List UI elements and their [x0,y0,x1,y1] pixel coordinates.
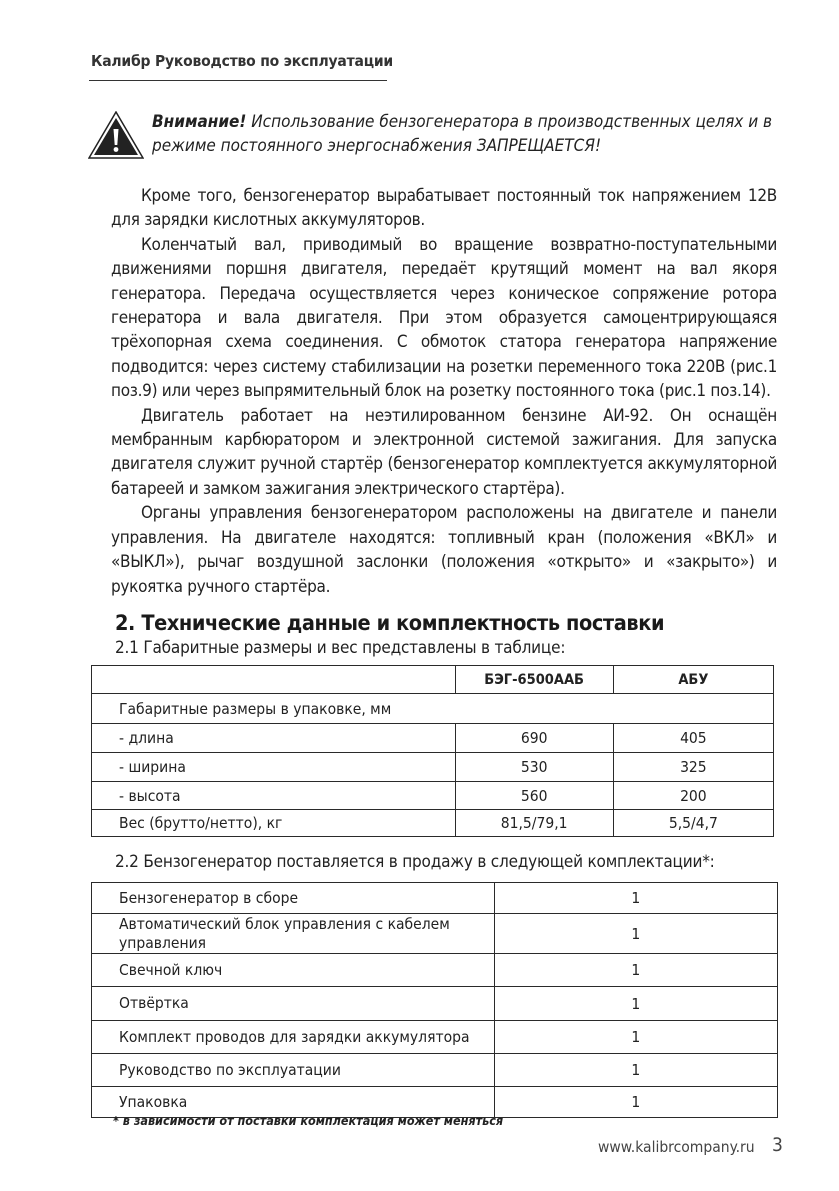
footer-url: www.kalibrcompany.ru [598,1138,755,1156]
cell-value: 200 [613,782,773,810]
section-title: 2. Технические данные и комплектность поставки [115,611,665,636]
paragraph: Двигатель работает на неэтилированном бензине АИ-92. Он оснащён мембранным карбюратором и электронной системой зажигания. Для запуска двигателя служит ручной стартёр (бензогенератор комплектуется аккумуляторной батареей и замком зажигания электрического стартёра). [111,405,777,499]
paragraph: Органы управления бензогенератором расположены на двигателе и панели управления. На двигателе находятся: топливный кран (положения «ВКЛ» и «ВЫКЛ»), рычаг воздушной заслонки (положения «открыто» и «закрыто») и рукоятка ручного стартёра. [111,503,777,597]
cell-value: 560 [455,782,613,810]
row-label: - высота [92,782,456,810]
header-cell [92,666,456,694]
cell-value: 690 [455,724,613,753]
subsection-title: 2.1 Габаритные размеры и вес представлены в таблице: [115,638,566,658]
table-row [92,987,778,1021]
kit-item: Свечной ключ [92,954,495,987]
warning-label: Внимание! [152,112,247,132]
kit-qty: 1 [494,954,777,987]
table-row [92,782,774,810]
kit-qty: 1 [494,987,777,1021]
table-row [92,753,774,782]
dimensions-table [91,665,774,837]
table-row [92,810,774,837]
kit-qty: 1 [494,1087,777,1118]
header-cell: БЭГ-6500ААБ [455,666,613,694]
kit-qty: 1 [494,1054,777,1087]
kit-table [91,882,778,1118]
row-label: Вес (брутто/нетто), кг [92,810,456,837]
paragraph: Кроме того, бензогенератор вырабатывает постоянный ток напряжением 12В для зарядки кислотных аккумуляторов. [111,186,777,231]
kit-item: Отвёртка [92,987,495,1021]
page-number: 3 [772,1134,783,1156]
table-row [92,1021,778,1054]
paragraph: Коленчатый вал, приводимый во вращение возвратно-поступательными движениями поршня двигателя, передаёт крутящий момент на вал якоря генератора. Передача осуществляется через коническое сопряжение ротора генератора и вала двигателя. При этом образуется самоцентрирующаяся трёхопорная схема соединения. С обмоток статора генератора напряжение подводится: через систему стабилизации на розетки переменного тока 220В (рис.1 поз.9) или через выпрямительный блок на розетку постоянного тока (рис.1 поз.14). [111,234,777,402]
table-row [92,914,778,954]
table-row [92,954,778,987]
kit-item: Бензогенератор в сборе [92,883,495,914]
warning-text: Использование бензогенератора в производственных целях и в режиме постоянного энергоснабжения ЗАПРЕЩАЕТСЯ! [152,112,773,156]
cell-value: 5,5/4,7 [613,810,773,837]
running-header: Калибр Руководство по эксплуатации [91,52,393,70]
kit-item: Комплект проводов для зарядки аккумулятора [92,1021,495,1054]
kit-title: 2.2 Бензогенератор поставляется в продажу в следующей комплектации*: [115,852,715,872]
header-divider [89,80,387,81]
body-text [111,184,777,599]
kit-qty: 1 [494,1021,777,1054]
warning-triangle-icon [88,111,144,159]
row-label: - ширина [92,753,456,782]
kit-item: Автоматический блок управления с кабелем управления [92,914,495,954]
table-row [92,724,774,753]
row-label: - длина [92,724,456,753]
cell-value: 81,5/79,1 [455,810,613,837]
kit-qty: 1 [494,883,777,914]
table-group-row [92,694,774,724]
cell-value: 405 [613,724,773,753]
table-row [92,883,778,914]
cell-value: 530 [455,753,613,782]
kit-qty: 1 [494,914,777,954]
table-header-row [92,666,774,694]
group-label: Габаритные размеры в упаковке, мм [92,694,774,724]
header-cell: АБУ [613,666,773,694]
footnote: * в зависимости от поставки комплектация может меняться [113,1113,504,1128]
warning-notice [152,110,792,158]
kit-item: Руководство по эксплуатации [92,1054,495,1087]
kit-item: Упаковка [92,1087,495,1118]
table-row [92,1054,778,1087]
cell-value: 325 [613,753,773,782]
